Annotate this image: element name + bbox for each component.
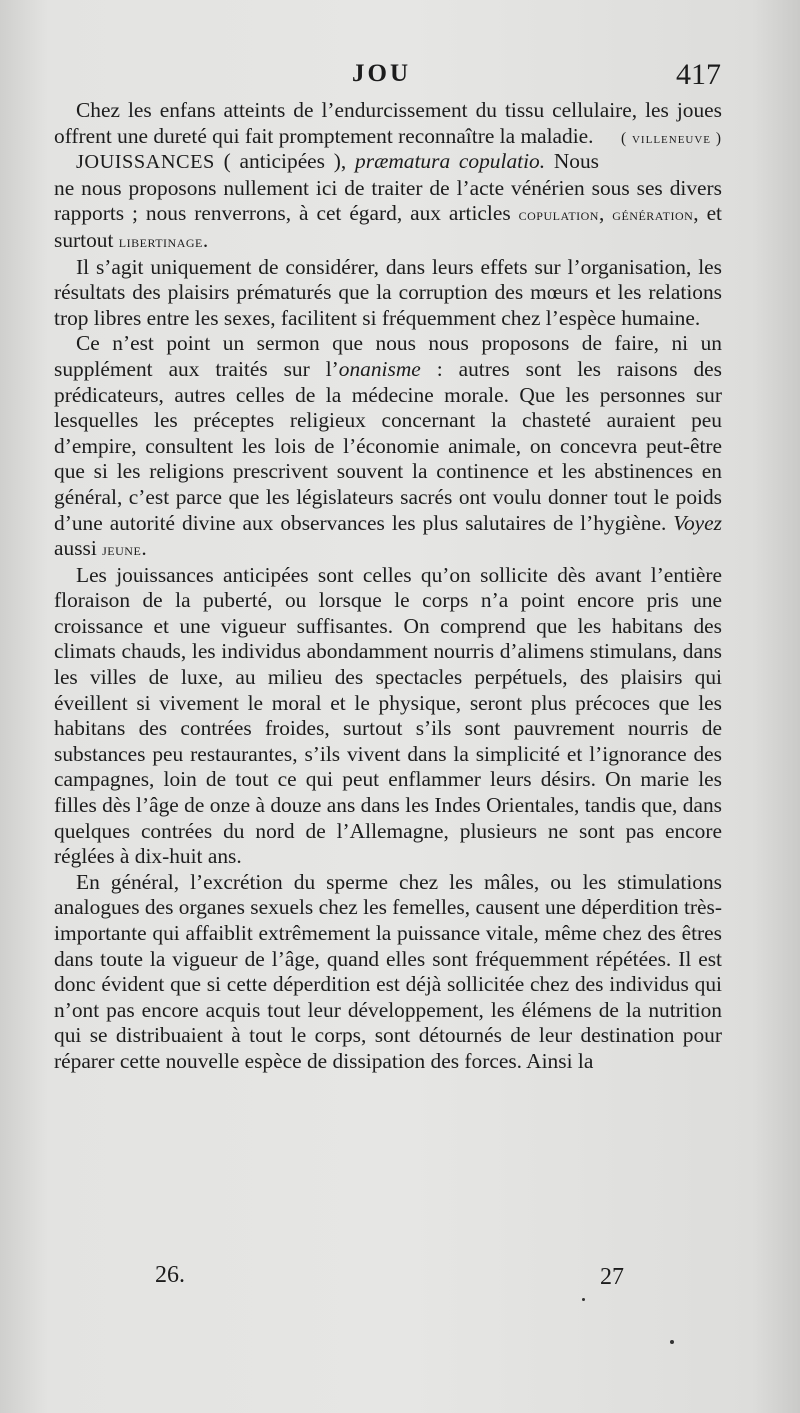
paragraph-text: Nous ne nous proposons nullement ici de traiter de l’acte vénérien sous ses divers rapports ; nous renverrons, à cet égard, aux articles [54, 149, 722, 226]
paragraph-jouissances-entry [54, 149, 722, 254]
paragraph-text: Chez les enfans atteints de l’endurcissement du tissu cellulaire, les joues offrent une dureté qui fait promptement reconnaître la maladie. [54, 98, 722, 148]
paragraph-text: : autres sont les raisons des prédicateurs, autres celles de la médecine morale. Que les personnes sur lesquelles les préceptes religieux concernant la chasteté auraient peu d’empire, consultent les lois de l’économie animale, on concevra peut-être que si les religions prescrivent souvent la continence et les abstinences en général, c’est parce que les législateurs sacrés ont voulu donner tout le poids d’une autorité divine aux observances les plus salutaires de l’hygiène. [54, 356, 722, 535]
cross-reference-jeune: jeune [102, 539, 142, 560]
paragraph-text: En général, l’excrétion du sperme chez les mâles, ou les stimulations analogues des organes sexuels chez les femelles, causent une déperdition très-importante qui affaiblit extrêmement la puissance vitale, même chez des êtres dans toute la vigueur de l’âge, quand elles sont fréquemment répétées. Il est donc évident que si cette déperdition est déjà sollicitée chez des individus qui n’ont pas encore acquis tout leur développement, les élémens de la nutrition qui se distribuaient à tout le corps, sont détournés de leur destination pour réparer cette nouvelle espèce de dissipation des forces. Ainsi la [54, 869, 722, 1073]
page-footer [0, 1262, 800, 1298]
paragraph-text: aussi [54, 536, 103, 561]
italic-term-onanisme: onanisme [338, 356, 421, 381]
entry-qualifier: ( anticipées ), [214, 149, 356, 174]
italic-voyez: Voyez [673, 510, 722, 535]
paragraph-text: Les jouissances anticipées sont celles qu’on sollicite dès avant l’entière floraison de la puberté, ou lorsque le corps n’a point encore pris une croissance et une vigueur suffisantes. On comprend que les habitans des climats chauds, les individus abondamment nourris d’alimens stimulans, dans les villes de luxe, au milieu des spectacles perpétuels, des plaisirs qui éveillent si vivement le moral et le physique, seront plus précoces que les habitans des contrées froides, surtout s’ils sont pauvrement nourris de substances peu restaurantes, s’ils vivent dans la simplicité et l’ignorance des campagnes, loin de tout ce qui peut enflammer leurs désirs. On marie les filles dès l’âge de onze à douze ans dans les Indes Orientales, tandis que, dans quelques contrées du nord de l’Allemagne, plusieurs ne sont pas encore réglées à dix-huit ans. [54, 562, 722, 869]
punctuation: . [202, 227, 209, 252]
paragraph-text: Ce n’est point un sermon que nous nous proposons de faire, ni un supplément aux traités sur l’ [54, 331, 722, 381]
latin-term: præmatura copulatio. [355, 149, 546, 174]
signature-mark-right: 27 [600, 1264, 624, 1290]
separator: , [598, 201, 613, 226]
author-signature: ( villeneuve ) [621, 129, 722, 147]
cross-reference-generation: génération [612, 204, 694, 225]
signature-mark-left: 26. [155, 1262, 185, 1288]
paragraph-organisation [54, 255, 722, 332]
running-head: JOU [352, 60, 411, 87]
paragraph-endurcissement [54, 98, 722, 149]
page-header [0, 58, 800, 98]
paragraph-text: , et surtout [54, 201, 723, 252]
ink-speck [582, 1298, 585, 1301]
cross-reference-libertinage: libertinage [118, 230, 203, 251]
paragraph-text: Il s’agit uniquement de considérer, dans leurs effets sur l’organisation, les résultats des plaisirs prématurés que la corruption des mœurs et les relations trop libres entre les sexes, facilitent si fréquemment chez l’espèce humaine. [54, 254, 722, 330]
punctuation: . [141, 536, 147, 561]
paragraph-en-general [54, 870, 722, 1075]
body-text [54, 98, 722, 1075]
ink-speck [670, 1340, 674, 1344]
entry-headword: JOUISSANCES [76, 151, 215, 174]
cross-reference-copulation: copulation [518, 204, 599, 225]
paragraph-sermon [54, 331, 722, 562]
page-number: 417 [676, 58, 721, 91]
paragraph-anticipees [54, 563, 722, 870]
